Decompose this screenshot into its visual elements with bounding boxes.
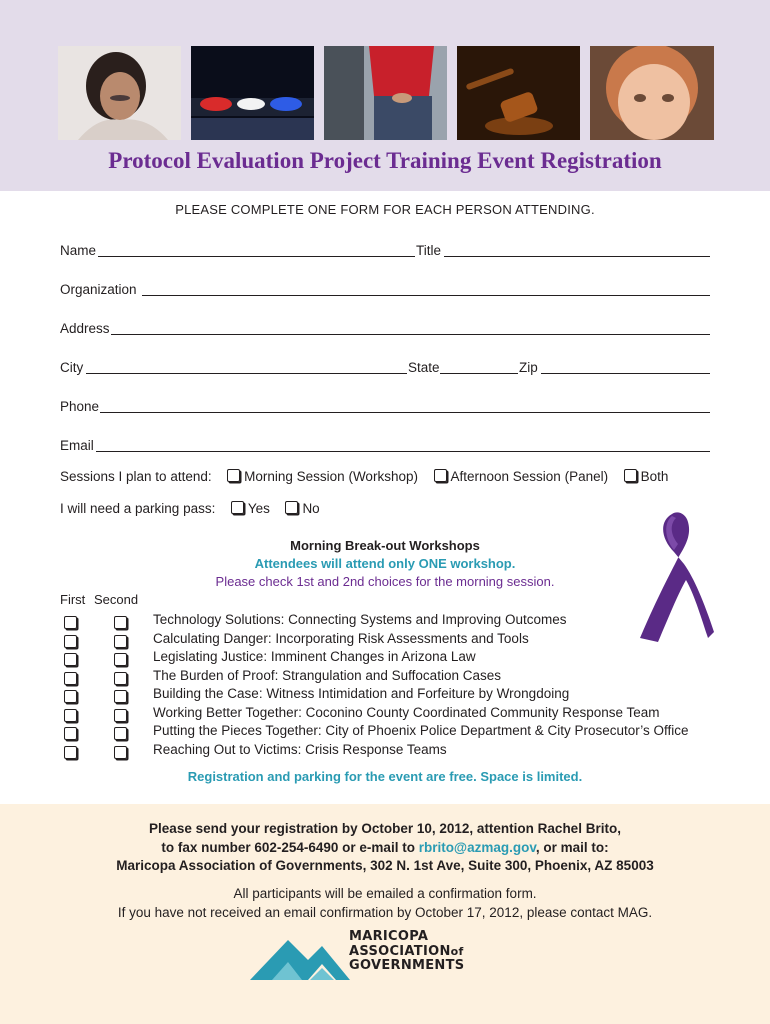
send-line-3: Maricopa Association of Governments, 302 N. 1st Ave, Suite 300, Phoenix, AZ 85003 xyxy=(116,858,654,873)
workshop-title: Reaching Out to Victims: Crisis Response Teams xyxy=(153,741,447,757)
first-choice-checkbox[interactable] xyxy=(64,746,77,759)
city-state-zip-row xyxy=(60,357,710,377)
woman-crying-photo xyxy=(58,46,181,140)
mag-logo xyxy=(250,930,525,980)
page-title: Protocol Evaluation Project Training Event Registration xyxy=(108,148,662,173)
second-choice-heading: Second xyxy=(94,592,139,607)
police-lights-photo xyxy=(191,46,314,140)
name-field[interactable] xyxy=(98,256,415,257)
workshop-title: Working Better Together: Coconino County Coordinated Community Response Team xyxy=(153,704,660,720)
list-item xyxy=(60,649,740,668)
list-item xyxy=(60,668,740,687)
first-choice-checkbox[interactable] xyxy=(64,727,77,740)
email-link[interactable]: rbrito@azmag.gov xyxy=(418,839,536,855)
morning-session-label: Morning Session (Workshop) xyxy=(244,468,418,484)
crying-child-photo xyxy=(590,46,714,140)
first-choice-checkbox[interactable] xyxy=(64,672,77,685)
city-label: City xyxy=(60,360,84,375)
workshop-title: Legislating Justice: Imminent Changes in Arizona Law xyxy=(153,649,476,664)
both-sessions-checkbox[interactable] xyxy=(624,469,637,482)
both-sessions-label: Both xyxy=(640,468,669,484)
send-line-2-suffix: , or mail to: xyxy=(535,839,609,855)
parking-no-checkbox[interactable] xyxy=(285,501,298,514)
submission-instructions xyxy=(0,820,770,876)
list-item xyxy=(60,705,740,724)
free-registration-note: Registration and parking for the event are free. Space is limited. xyxy=(187,769,583,784)
confirm-line-2: If you have not received an email confirmation by October 17, 2012, please contact MAG. xyxy=(117,904,653,920)
logo-line-2-text: ASSOCIATION xyxy=(349,943,451,959)
email-field[interactable] xyxy=(96,451,710,452)
gavel-photo xyxy=(457,46,580,140)
first-choice-checkbox[interactable] xyxy=(64,690,77,703)
workshop-title: Putting the Pieces Together: City of Phoenix Police Department & City Prosecutor’s Office xyxy=(153,723,689,738)
second-choice-checkbox[interactable] xyxy=(114,653,127,666)
zip-label: Zip xyxy=(519,360,538,375)
parking-yes-label: Yes xyxy=(247,500,270,516)
sessions-row xyxy=(60,468,668,484)
second-choice-checkbox[interactable] xyxy=(114,746,127,759)
workshops-subheading: Attendees will attend only ONE workshop. xyxy=(254,556,516,571)
second-choice-checkbox[interactable] xyxy=(114,616,127,629)
confirm-line-1: All participants will be emailed a confirmation form. xyxy=(233,886,537,901)
list-item xyxy=(60,723,740,742)
parking-no-label: No xyxy=(302,500,320,516)
email-label: Email xyxy=(60,438,94,453)
header-band xyxy=(0,0,770,191)
morning-session-checkbox[interactable] xyxy=(227,469,240,482)
send-line-2 xyxy=(0,839,770,858)
second-choice-checkbox[interactable] xyxy=(114,727,127,740)
list-item xyxy=(60,686,740,705)
parking-row xyxy=(60,500,320,516)
city-field[interactable] xyxy=(86,373,407,374)
second-choice-checkbox[interactable] xyxy=(114,709,127,722)
first-choice-heading: First xyxy=(60,592,86,607)
workshop-title: Building the Case: Witness Intimidation and Forfeiture by Wrongdoing xyxy=(153,686,570,701)
email-row xyxy=(60,435,710,455)
arrest-handcuffs-photo xyxy=(324,46,447,140)
confirmation-note xyxy=(0,885,770,922)
workshop-title: The Burden of Proof: Strangulation and Suffocation Cases xyxy=(153,667,501,683)
photo-strip xyxy=(58,46,714,140)
workshops-heading: Morning Break-out Workshops xyxy=(290,538,480,553)
logo-line-3: GOVERNMENTS xyxy=(349,958,465,973)
address-label: Address xyxy=(60,321,110,336)
send-line-2-text: to fax number 602-254-6490 or e-mail to xyxy=(161,839,419,855)
parking-label: I will need a parking pass: xyxy=(60,500,216,516)
logo-wordmark xyxy=(349,930,464,974)
state-field[interactable] xyxy=(440,373,518,374)
phone-row xyxy=(60,396,710,416)
title-field[interactable] xyxy=(444,256,710,257)
sessions-label: Sessions I plan to attend: xyxy=(60,468,212,484)
workshops-note: Please check 1st and 2nd choices for the morning session. xyxy=(215,574,555,589)
instructions: PLEASE COMPLETE ONE FORM FOR EACH PERSON ATTENDING. xyxy=(175,202,595,217)
list-item xyxy=(60,612,740,631)
logo-line-1: MARICOPA xyxy=(349,929,429,944)
organization-row xyxy=(60,279,710,299)
phone-field[interactable] xyxy=(100,412,710,413)
organization-label: Organization xyxy=(60,282,137,297)
workshop-title: Technology Solutions: Connecting Systems and Improving Outcomes xyxy=(153,612,567,627)
state-label: State xyxy=(408,360,440,375)
first-choice-checkbox[interactable] xyxy=(64,653,77,666)
afternoon-session-checkbox[interactable] xyxy=(434,469,447,482)
first-choice-checkbox[interactable] xyxy=(64,635,77,648)
workshop-list xyxy=(60,612,740,760)
phone-label: Phone xyxy=(60,399,100,414)
first-choice-checkbox[interactable] xyxy=(64,616,77,629)
address-row xyxy=(60,318,710,338)
organization-field[interactable] xyxy=(142,295,710,296)
mountain-logo-icon xyxy=(250,934,350,984)
logo-line-2-of: of xyxy=(450,944,464,958)
second-choice-checkbox[interactable] xyxy=(114,690,127,703)
workshop-title: Calculating Danger: Incorporating Risk Assessments and Tools xyxy=(153,630,529,646)
send-line-1: Please send your registration by October 10, 2012, attention Rachel Brito, xyxy=(149,821,621,836)
second-choice-checkbox[interactable] xyxy=(114,672,127,685)
parking-yes-checkbox[interactable] xyxy=(231,501,244,514)
list-item xyxy=(60,742,740,761)
zip-field[interactable] xyxy=(541,373,710,374)
name-title-row xyxy=(60,240,710,260)
title-label: Title xyxy=(416,243,442,258)
second-choice-checkbox[interactable] xyxy=(114,635,127,648)
address-field[interactable] xyxy=(111,334,710,335)
name-label: Name xyxy=(60,243,97,258)
afternoon-session-label: Afternoon Session (Panel) xyxy=(450,468,609,484)
first-choice-checkbox[interactable] xyxy=(64,709,77,722)
list-item xyxy=(60,631,740,650)
logo-line-2 xyxy=(349,945,464,960)
